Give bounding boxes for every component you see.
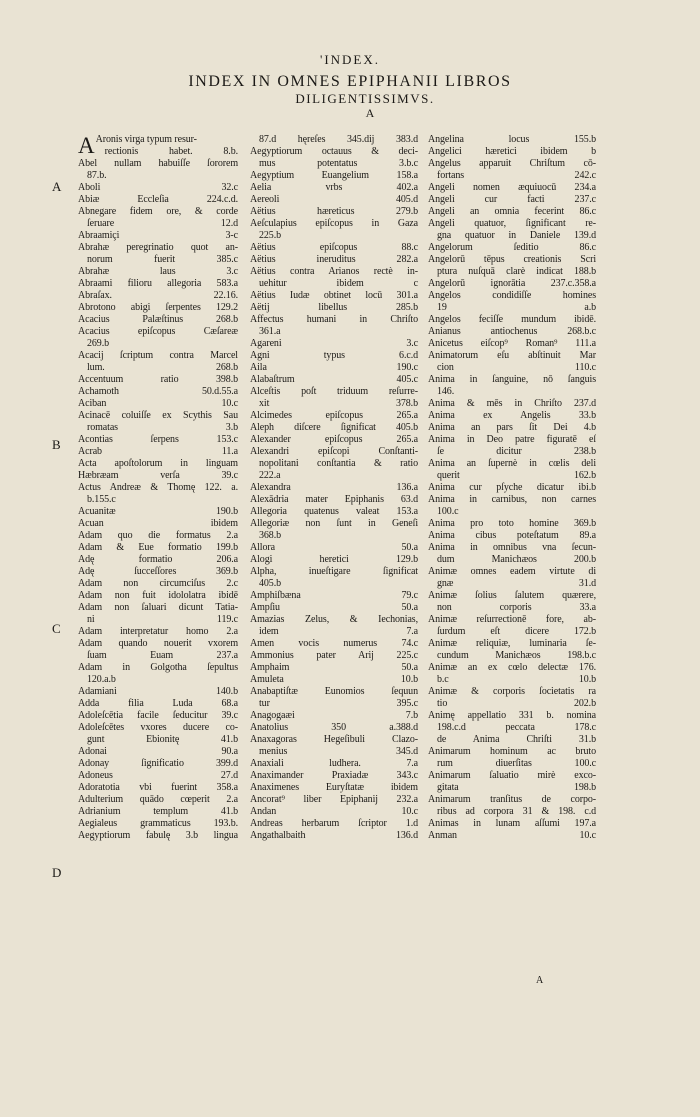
index-entry-line: 225.b xyxy=(259,230,282,241)
index-entry-line: Acuan ibidem xyxy=(78,518,238,529)
index-entry-line: Aëtius Iudæ obtinet locū 301.a xyxy=(250,290,418,301)
index-entry-line: lum. 268.b xyxy=(87,362,238,373)
index-entry-line: gnæ 31.d xyxy=(437,578,596,589)
index-entry-line: Anima an pars ſit Dei 4.b xyxy=(428,422,596,433)
index-entry-line: Anman 10.c xyxy=(428,830,596,841)
index-entry-line: Aereoli 405.d xyxy=(250,194,418,205)
index-entry-line: ſe dicitur 238.b xyxy=(437,446,596,457)
index-entry-line: b.c 10.b xyxy=(437,674,596,685)
index-entry-line: Achamoth 50.d.55.a xyxy=(78,386,238,397)
index-entry-line: Anaximander Praxiadæ 343.c xyxy=(250,770,418,781)
index-entry-line: Acontias ſerpens 153.c xyxy=(78,434,238,445)
running-title: 'INDEX. xyxy=(319,52,381,67)
margin-letter-a: A xyxy=(52,179,62,194)
index-entry-line: Angelici hæretici ibidem b xyxy=(428,146,596,157)
index-entry-line: Alexander epiſcopus 265.a xyxy=(250,434,418,445)
index-entry-line: norum fuerit 385.c xyxy=(87,254,238,265)
index-entry-line: Anima in ſanguine, nō ſanguis xyxy=(428,374,596,385)
index-entry-line: gitata 198.b xyxy=(437,782,596,793)
index-entry-line: Animarum ſaluatio mirè exco- xyxy=(428,770,596,781)
index-entry-line: idem 7.a xyxy=(259,626,418,637)
index-entry-line: 100.c xyxy=(437,506,459,517)
index-entry-line: Aëtius contra Arianos rectè in- xyxy=(250,266,418,277)
index-entry-line: Adam non ſaluari dicunt Tatia- xyxy=(78,602,238,613)
index-entry-line: gna quatuor in Daniele 139.d xyxy=(437,230,596,241)
page-header xyxy=(0,52,700,120)
index-entry-line: Alpha, inueſtigare ſignificat xyxy=(250,566,418,577)
index-entry-line: Acrab 11.a xyxy=(78,446,238,457)
index-entry-line: Ancorat⁹ liber Epiphanij 232.a xyxy=(250,794,418,805)
index-entry-line: Aleph diſcere ſignificat 405.b xyxy=(250,422,418,433)
index-entry-line: ni 119.c xyxy=(87,614,238,625)
index-entry-line: Anima cur pſyche dicatur ibi.b xyxy=(428,482,596,493)
index-entry-line: Adda filia Luda 68.a xyxy=(78,698,238,709)
index-column-2 xyxy=(250,134,418,842)
index-entry-line: 269.b xyxy=(87,338,110,349)
index-entry-line: Alogi heretici 129.b xyxy=(250,554,418,565)
index-entry-line: Angathalbaith 136.d xyxy=(250,830,418,841)
index-entry-line: Anima pro toto homine 369.b xyxy=(428,518,596,529)
index-entry-line: Aelia vrbs 402.a xyxy=(250,182,418,193)
index-entry-line: Alexādria mater Epiphanis 63.d xyxy=(250,494,418,505)
index-entry-line: Animas in lunam aſſumi 197.a xyxy=(428,818,596,829)
index-entry-line: Adonay ſignificatio 399.d xyxy=(78,758,238,769)
index-entry-line: Acacij ſcriptum contra Marcel xyxy=(78,350,238,361)
index-entry-line: Agareni 3.c xyxy=(250,338,418,349)
index-entry-line: Anima ex Angelis 33.b xyxy=(428,410,596,421)
index-column-1 xyxy=(78,134,238,842)
signature-mark: A xyxy=(536,975,544,986)
index-entry-line: mus potentatus 3.b.c xyxy=(259,158,418,169)
index-entry-line: cundum Manichæos 198.b.c xyxy=(437,650,596,661)
index-entry-line: Adę ſucceſſores 369.b xyxy=(78,566,238,577)
index-entry-line: Angeli cur facti 237.c xyxy=(428,194,596,205)
index-entry-line: Angeli an omnia fecerint 86.c xyxy=(428,206,596,217)
index-entry-line: Abiæ Eccleſia 224.c.d. xyxy=(78,194,238,205)
index-entry-line: Acacius epiſcopus Cæſareæ xyxy=(78,326,238,337)
index-entry-line: Animę appellatio 331 b. nomina xyxy=(428,710,596,721)
index-entry-line: Aëtius hæreticus 279.b xyxy=(250,206,418,217)
index-entry-line: 87.b. xyxy=(87,170,107,181)
index-entry-line: Anaximenes Euryſtatæ ibidem xyxy=(250,782,418,793)
index-entry-line: Adam quo die formatus 2.a xyxy=(78,530,238,541)
index-entry-line: Anima in omnibus vna ſecun- xyxy=(428,542,596,553)
index-entry-line: Adę formatio 206.a xyxy=(78,554,238,565)
index-entry-line: Animæ omnes eadem virtute di xyxy=(428,566,596,577)
index-entry-line: Aciban 10.c xyxy=(78,398,238,409)
index-entry-line: ribus ad corpora 31 & 198. c.d xyxy=(437,806,596,817)
index-entry-line: Affectus humani in Chriſto xyxy=(250,314,418,325)
index-entry-line: Angelorū ignorātia 237.c.358.a xyxy=(428,278,596,289)
index-entry-line: Adoleſcētia facile ſeducitur 39.c xyxy=(78,710,238,721)
index-entry-line: tur 395.c xyxy=(259,698,418,709)
index-entry-line: Alexandri epiſcopi Conſtanti- xyxy=(250,446,418,457)
index-entry-line: Anianus antiochenus 268.b.c xyxy=(428,326,596,337)
index-entry-line: Animæ reſurrectionē fore, ab- xyxy=(428,614,596,625)
index-entry-line: Acinacē coluiſſe ex Scythis Sau xyxy=(78,410,238,421)
index-entry-line: Anaxiali ludhera. 7.a xyxy=(250,758,418,769)
index-entry-line: Animæ an ex cœlo delectæ 176. xyxy=(428,662,596,673)
index-entry-line: Ammonius pater Arij 225.c xyxy=(250,650,418,661)
index-entry-line: Aëtij libellus 285.b xyxy=(250,302,418,313)
index-entry-line: Animæ ſolius ſalutem quærere, xyxy=(428,590,596,601)
index-entry-line: Angelina locus 155.b xyxy=(428,134,596,145)
index-entry-line: querit 162.b xyxy=(437,470,596,481)
index-entry-line: Adam & Eue formatio 199.b xyxy=(78,542,238,553)
index-entry-line: Aboli 32.c xyxy=(78,182,238,193)
index-entry-line: Aegyptium Euangelium 158.a xyxy=(250,170,418,181)
index-entry-line: Allora 50.a xyxy=(250,542,418,553)
drop-cap-letter: A xyxy=(78,133,95,158)
index-entry-line: cion 110.c xyxy=(437,362,596,373)
index-entry-line: Andreas herbarum ſcriptor 1.d xyxy=(250,818,418,829)
index-entry-line: Angeli quatuor, ſignificant re- xyxy=(428,218,596,229)
index-entry-line: Anicetus eiſcop⁹ Roman⁹ 111.a xyxy=(428,338,596,349)
index-entry-line: Aila 190.c xyxy=(250,362,418,373)
index-entry-line: Aegyptiorum fabulę 3.b lingua xyxy=(78,830,238,841)
index-entry-line: 405.b xyxy=(259,578,282,589)
index-entry-line: Anima an ſupernè in cœlis deli xyxy=(428,458,596,469)
index-column-3 xyxy=(428,134,596,842)
index-entry-line: Abnegare fidem ore, & corde xyxy=(78,206,238,217)
index-entry-line: Allegoriæ non ſunt in Geneſi xyxy=(250,518,418,529)
index-entry-line: gunt Ebionitę 41.b xyxy=(87,734,238,745)
index-entry-line: Amphiſbæna 79.c xyxy=(250,590,418,601)
index-entry-line: Acuanitæ 190.b xyxy=(78,506,238,517)
index-entry-line: Amphaim 50.a xyxy=(250,662,418,673)
margin-letter-d: D xyxy=(52,865,62,880)
index-entry-line: Abrahæ laus 3.c xyxy=(78,266,238,277)
index-entry-line: Anima in Deo patre figuratē eſ xyxy=(428,434,596,445)
index-entry-line: Anaxagoras Hegeſibuli Clazo- xyxy=(250,734,418,745)
section-letter: A xyxy=(365,106,375,120)
index-entry-line: rectionis habet. 8.b. xyxy=(104,146,238,157)
index-entry-line: Accentuum ratio 398.b xyxy=(78,374,238,385)
index-entry-line: Aëtius epiſcopus 88.c xyxy=(250,242,418,253)
index-entry-line: Adoneus 27.d xyxy=(78,770,238,781)
index-entry-line: Aegyptiorum octauus & deci- xyxy=(250,146,418,157)
index-entry-line: Acacius Palæſtinus 268.b xyxy=(78,314,238,325)
index-entry-line: ſurdum eſt dicere 172.b xyxy=(437,626,596,637)
index-entry-line: 368.b xyxy=(259,530,282,541)
index-entry-line: Ampſiu 50.a xyxy=(250,602,418,613)
index-entry-line: Andan 10.c xyxy=(250,806,418,817)
index-entry-line: 19 a.b xyxy=(437,302,596,313)
index-entry-line: Aeſculapius epiſcopus in Gaza xyxy=(250,218,418,229)
index-entry-line: Alexandra 136.a xyxy=(250,482,418,493)
index-entry-line: Anagogaæi 7.b xyxy=(250,710,418,721)
index-entry-line: Adam non fuit idololatra ibidē xyxy=(78,590,238,601)
index-entry-line: 87.d hęreſes 345.dij 383.d xyxy=(259,134,418,145)
index-entry-line: Adam quando nouerit vxorem xyxy=(78,638,238,649)
index-entry-line: Adrianium templum 41.b xyxy=(78,806,238,817)
index-entry-line: Adoratotia vbi fuerint 358.a xyxy=(78,782,238,793)
index-entry-line: nopolitani conſtantia & ratio xyxy=(259,458,418,469)
index-entry-line: Alcimedes epiſcopus 265.a xyxy=(250,410,418,421)
index-entry-line: Abel nullam habuiſſe ſororem xyxy=(78,158,238,169)
index-entry-line: ſeruare 12.d xyxy=(87,218,238,229)
index-entry-line: Animatorum eſu abſtinuit Mar xyxy=(428,350,596,361)
index-entry-line: Adoleſcētes vxores ducere co- xyxy=(78,722,238,733)
index-entry-line: Angelos feciſſe mundum ibidē. xyxy=(428,314,596,325)
index-entry-line: dum Manichæos 200.b xyxy=(437,554,596,565)
index-entry-line: Angelus apparuit Chriſtum cō- xyxy=(428,158,596,169)
index-entry-line: Anatolius 350 a.388.d xyxy=(250,722,418,733)
index-entry-line: 120.a.b xyxy=(87,674,116,685)
index-entry-line: Acta apoſtolorum in linguam xyxy=(78,458,238,469)
index-entry-line: Alabaſtrum 405.c xyxy=(250,374,418,385)
index-entry-line: rum diuerſitas 100.c xyxy=(437,758,596,769)
index-entry-line: Angelorum ſeditio 86.c xyxy=(428,242,596,253)
index-entry-line: menius 345.d xyxy=(259,746,418,757)
index-entry-line: fortans 242.c xyxy=(437,170,596,181)
index-entry-line: uehitur ibidem c xyxy=(259,278,418,289)
index-entry-line: Adamiani 140.b xyxy=(78,686,238,697)
index-title: INDEX IN OMNES EPIPHANII LIBROS xyxy=(188,73,512,90)
index-entry-line: Allegoria quatenus valeat 153.a xyxy=(250,506,418,517)
index-entry-line: Amen vocis numerus 74.c xyxy=(250,638,418,649)
index-entry-line: Adonai 90.a xyxy=(78,746,238,757)
index-entry-line: romatas 3.b xyxy=(87,422,238,433)
index-entry-line: Aëtius ineruditus 282.a xyxy=(250,254,418,265)
index-entry-line: Amuleta 10.b xyxy=(250,674,418,685)
index-entry-line: 146. xyxy=(437,386,455,397)
index-subtitle: DILIGENTISSIMVS. xyxy=(295,91,435,106)
index-entry-line: Abraamiçi 3-c xyxy=(78,230,238,241)
index-entry-line: Animarum hominum ac bruto xyxy=(428,746,596,757)
index-entry-line: Anima in carnibus, non carnes xyxy=(428,494,596,505)
index-entry-line: tio 202.b xyxy=(437,698,596,709)
index-entry-line: Anabaptiſtæ Eunomios ſequun xyxy=(250,686,418,697)
index-entry-line: Angeli nomen æquiuocū 234.a xyxy=(428,182,596,193)
index-entry-line: 222.a xyxy=(259,470,281,481)
index-entry-line: Abrotono abigi ſerpentes 129.2 xyxy=(78,302,238,313)
index-entry-line: ſuam Euam 237.a xyxy=(87,650,238,661)
index-entry-line: Anima & mēs in Chriſto 237.d xyxy=(428,398,596,409)
index-entry-line: Actus Andreæ & Thomę 122. a. xyxy=(78,482,238,493)
index-entry-line: Anima cibus poteſtatum 89.a xyxy=(428,530,596,541)
index-entry-line: Adam non circumciſus 2.c xyxy=(78,578,238,589)
index-entry-line: b.155.c xyxy=(87,494,116,505)
index-entry-line: ptura nuſquā clarè indicat 188.b xyxy=(437,266,596,277)
index-entry-line: Angelorū tēpus creationis Scri xyxy=(428,254,596,265)
index-entry-line: Aegialeus grammaticus 193.b. xyxy=(78,818,238,829)
index-entry-line: Abraami filioru allegoria 583.a xyxy=(78,278,238,289)
index-entry-line: Amazias Zelus, & Iechonias, xyxy=(250,614,418,625)
index-entry-line: Animarum tranſitus de corpo- xyxy=(428,794,596,805)
margin-letter-b: B xyxy=(52,437,61,452)
index-entry-line: 361.a xyxy=(259,326,281,337)
index-entry-line: non corporis 33.a xyxy=(437,602,596,613)
index-entry-line: 198.c.d peccata 178.c xyxy=(437,722,596,733)
index-entry-line: Aronis virga typum resur- xyxy=(95,134,197,145)
index-entry-line: Adulterium quādo cœperit 2.a xyxy=(78,794,238,805)
index-entry-line: Abrahæ peregrinatio quot an- xyxy=(78,242,238,253)
index-entry-line: Hæbræam verſa 39.c xyxy=(78,470,238,481)
margin-letter-c: C xyxy=(52,621,61,636)
index-entry-line: Alceſtis poſt triduum reſurre- xyxy=(250,386,418,397)
index-entry-line: Animæ reliquiæ, luminaria ſe- xyxy=(428,638,596,649)
index-entry-line: Abraſax. 22.16. xyxy=(78,290,238,301)
index-entry-line: Animæ & corporis ſocietatis ra xyxy=(428,686,596,697)
index-entry-line: Angelos condidiſſe homines xyxy=(428,290,596,301)
index-entry-line: Agni typus 6.c.d xyxy=(250,350,418,361)
index-entry-line: de Anima Chriſti 31.b xyxy=(437,734,596,745)
index-entry-line: xit 378.b xyxy=(259,398,418,409)
index-entry-line: Adam in Golgotha ſepultus xyxy=(78,662,238,673)
index-entry-line: Adam interpretatur homo 2.a xyxy=(78,626,238,637)
